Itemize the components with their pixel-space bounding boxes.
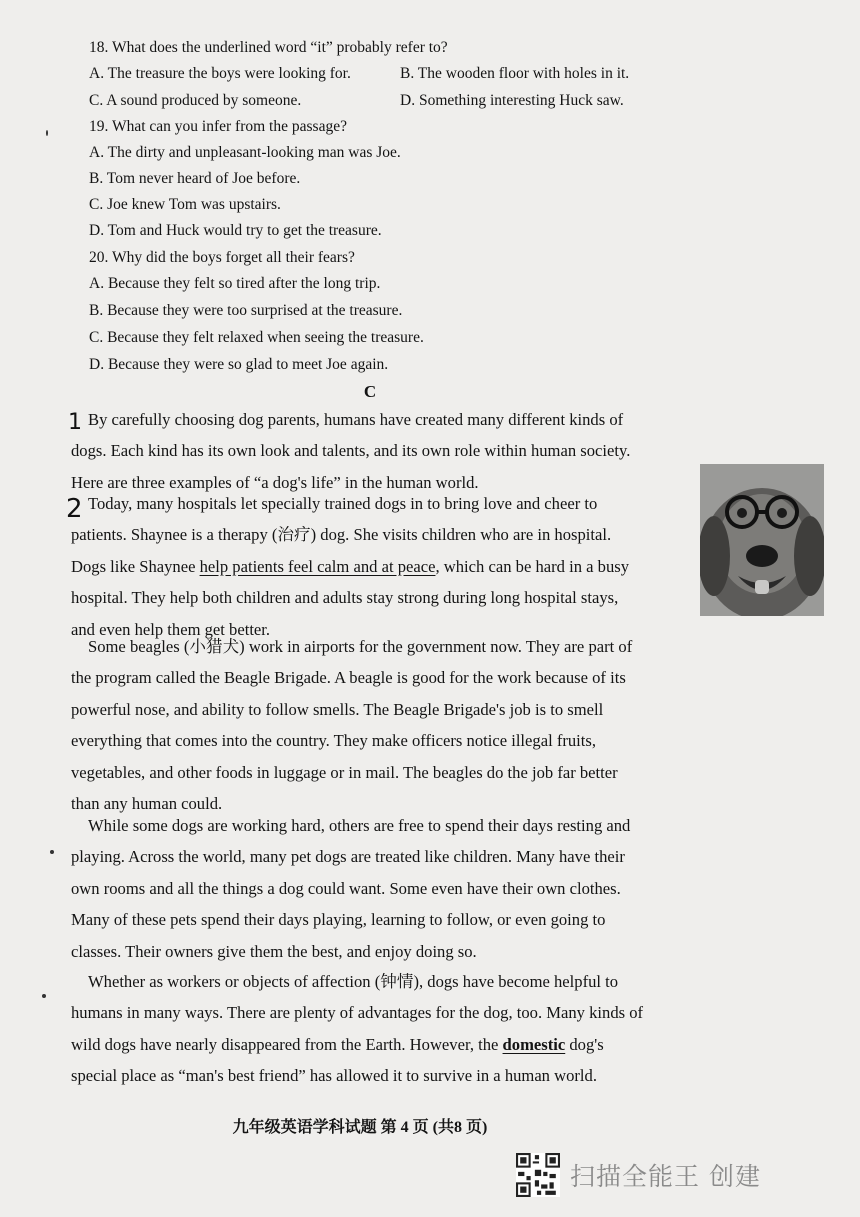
question-18-option-d: D. Something interesting Huck saw. — [400, 92, 624, 109]
scanner-watermark — [516, 1153, 761, 1197]
passage-paragraph-2-cont — [71, 519, 711, 645]
question-20-option-b: B. Because they were too surprised at the treasure. — [89, 302, 403, 319]
paragraph-line: patients. Shaynee is a therapy (治疗) dog. She visits children who are in hospital. — [71, 525, 612, 544]
question-18-option-b: B. The wooden floor with holes in it. — [400, 65, 630, 82]
paragraph-line: dogs. Each kind has its own look and talents, and its own role within human society. — [71, 441, 631, 460]
paragraph-line: hospital. They help both children and adults stay strong during long hospital stays, — [71, 588, 619, 607]
paragraph-line-underlined: wild dogs have nearly disappeared from the Earth. However, the domestic dog's — [71, 1034, 604, 1054]
question-18-stem: 18. What does the underlined word “it” probably refer to? — [89, 39, 448, 56]
handwritten-mark-1: 1 — [68, 410, 82, 435]
paragraph-line: classes. Their owners give them the best, and enjoy doing so. — [71, 941, 477, 961]
paragraph-line: Whether as workers or objects of affection (钟情), dogs have become helpful to — [88, 972, 619, 991]
paragraph-line: powerful nose, and ability to follow smells. The Beagle Brigade's job is to smell — [71, 699, 604, 719]
question-20-stem: 20. Why did the boys forget all their fears? — [89, 249, 355, 266]
passage-paragraph-5 — [88, 966, 728, 998]
paragraph-line: While some dogs are working hard, others are free to spend their days resting and — [88, 816, 631, 835]
question-18-option-a: A. The treasure the boys were looking for. — [89, 65, 351, 82]
passage-paragraph-2 — [88, 488, 728, 520]
paragraph-line: humans in many ways. There are plenty of advantages for the dog, too. Many kinds of — [71, 1003, 644, 1022]
scan-speck — [42, 994, 46, 998]
paragraph-line-underlined: Dogs like Shaynee help patients feel calm and at peace, which can be hard in a busy — [71, 556, 630, 576]
passage-paragraph-5-cont — [71, 997, 711, 1092]
question-18-option-c: C. A sound produced by someone. — [89, 92, 302, 109]
section-heading: C — [363, 382, 377, 401]
passage-paragraph-1 — [88, 404, 728, 436]
therapy-dog-photo — [700, 464, 824, 616]
watermark-text: 扫描全能王 创建 — [570, 1162, 761, 1191]
question-20-option-c: C. Because they felt relaxed when seeing the treasure. — [89, 329, 424, 346]
underlined-phrase: help patients feel calm and at peace — [199, 556, 436, 576]
paragraph-line: special place as “man's best friend” has allowed it to survive in a human world. — [71, 1066, 597, 1085]
paragraph-line: By carefully choosing dog parents, humans have created many different kinds of — [88, 410, 624, 429]
paragraph-line: everything that comes into the country. They make officers notice illegal fruits, — [71, 731, 597, 750]
paragraph-line: the program called the Beagle Brigade. A beagle is good for the work because of its — [71, 668, 626, 687]
page-footer: 九年级英语学科试题 第 4 页 (共8 页) — [232, 1119, 488, 1136]
paragraph-line: own rooms and all the things a dog could want. Some even have their own clothes. — [71, 878, 621, 898]
scan-speck — [46, 130, 48, 136]
question-19-option-a: A. The dirty and unpleasant-looking man was Joe. — [89, 144, 401, 161]
qr-code-icon — [516, 1153, 560, 1197]
paragraph-line: Today, many hospitals let specially trained dogs in to bring love and cheer to — [88, 494, 598, 513]
question-20-option-a: A. Because they felt so tired after the long trip. — [89, 275, 381, 292]
paragraph-line: Many of these pets spend their days playing, learning to follow, or even going to — [71, 910, 606, 929]
passage-paragraph-3 — [88, 631, 728, 663]
paragraph-line: Here are three examples of “a dog's life” in the human world. — [71, 472, 479, 492]
question-19-stem: 19. What can you infer from the passage? — [89, 118, 347, 135]
scan-speck — [50, 850, 54, 854]
question-19-option-c: C. Joe knew Tom was upstairs. — [89, 196, 281, 213]
handwritten-mark-2: 2 — [66, 494, 83, 524]
passage-paragraph-3-cont — [71, 662, 711, 820]
paragraph-line: playing. Across the world, many pet dogs are treated like children. Many have their — [71, 847, 625, 866]
paragraph-line: vegetables, and other foods in luggage or in mail. The beagles do the job far better — [71, 762, 618, 782]
question-19-option-d: D. Tom and Huck would try to get the treasure. — [89, 222, 382, 239]
paragraph-line: and even help them get better. — [71, 619, 271, 639]
paragraph-line: than any human could. — [71, 794, 223, 813]
question-20-option-d: D. Because they were so glad to meet Joe again. — [89, 356, 389, 373]
passage-paragraph-4 — [88, 810, 728, 842]
underlined-word-domestic: domestic — [502, 1034, 566, 1054]
paragraph-line: Some beagles (小猎犬) work in airports for the government now. They are part of — [88, 637, 633, 656]
question-19-option-b: B. Tom never heard of Joe before. — [89, 170, 301, 187]
passage-paragraph-4-cont — [71, 841, 711, 967]
